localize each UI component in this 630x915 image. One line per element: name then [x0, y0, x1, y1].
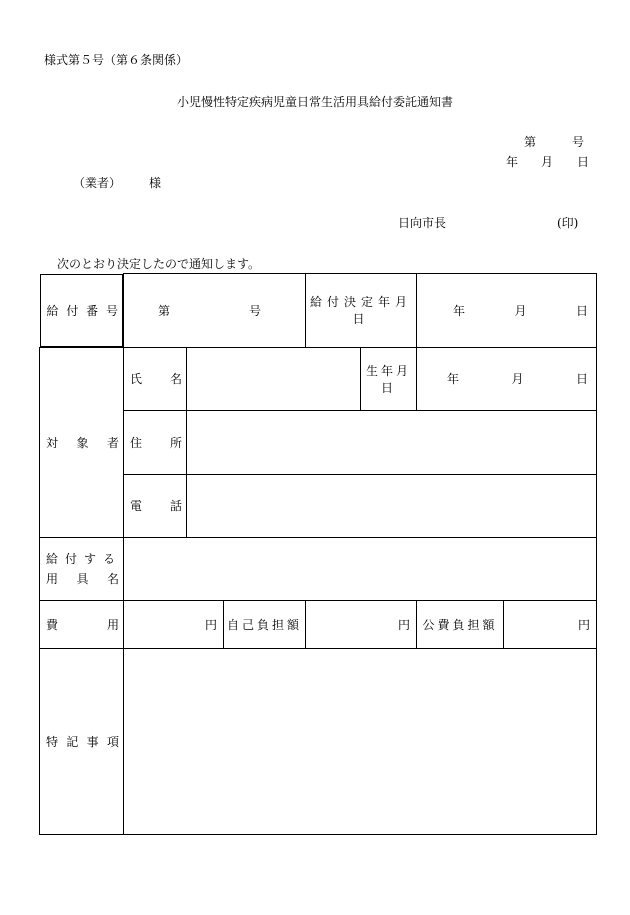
row-tokki	[40, 648, 597, 834]
recipient-label: （業者）	[73, 176, 122, 190]
notice-table	[39, 273, 597, 835]
date-year: 年	[506, 155, 519, 169]
document-title: 小児慢性特定疾病児童日常生活用具給付委託通知書	[177, 95, 454, 109]
date-day: 日	[577, 155, 590, 169]
label-jusho: 住 所	[124, 410, 187, 474]
kohi-field[interactable]: 円	[504, 600, 597, 648]
label-kettei-date: 給付決定年月日	[306, 274, 417, 348]
date-month: 月	[541, 155, 554, 169]
label-jiko: 自己負担額	[224, 600, 306, 648]
row-jusho	[40, 410, 597, 474]
row-hiyo	[40, 600, 597, 648]
label-birth: 生年月日	[361, 347, 417, 410]
seal-mark: (印)	[557, 216, 579, 230]
ref-dai: 第	[524, 135, 537, 149]
row-yogu	[40, 537, 597, 600]
jusho-field[interactable]	[187, 410, 597, 474]
shimei-field[interactable]	[187, 347, 361, 410]
tokki-field[interactable]	[124, 648, 597, 834]
label-yogu: 給付する 用 具 名	[40, 537, 124, 600]
label-tokki: 特 記 事 項	[40, 648, 124, 834]
row-denwa	[40, 474, 597, 537]
label-kyufu-bango: 給 付 番 号	[40, 274, 124, 347]
yogu-field[interactable]	[124, 537, 597, 600]
intro-text: 次のとおり決定したので通知します。	[57, 257, 261, 271]
jiko-field[interactable]: 円	[306, 600, 417, 648]
form-number: 様式第５号（第６条関係）	[44, 53, 189, 67]
label-taisho: 対 象 者	[40, 347, 124, 537]
denwa-field[interactable]	[187, 474, 597, 537]
row-shimei	[40, 347, 597, 410]
label-kohi: 公費負担額	[417, 600, 504, 648]
hiyo-field[interactable]: 円	[124, 600, 224, 648]
label-hiyo: 費 用	[40, 600, 124, 648]
kyufu-bango-field[interactable]: 第 号	[124, 274, 306, 348]
issuer-name: 日向市長	[398, 216, 447, 230]
birth-field[interactable]: 年 月 日	[417, 347, 597, 410]
row-kyufu-bango	[40, 274, 597, 348]
ref-go: 号	[572, 135, 585, 149]
honorific: 様	[149, 176, 162, 190]
label-shimei: 氏 名	[124, 347, 187, 410]
kettei-date-field[interactable]: 年 月 日	[417, 274, 597, 348]
label-denwa: 電 話	[124, 474, 187, 537]
